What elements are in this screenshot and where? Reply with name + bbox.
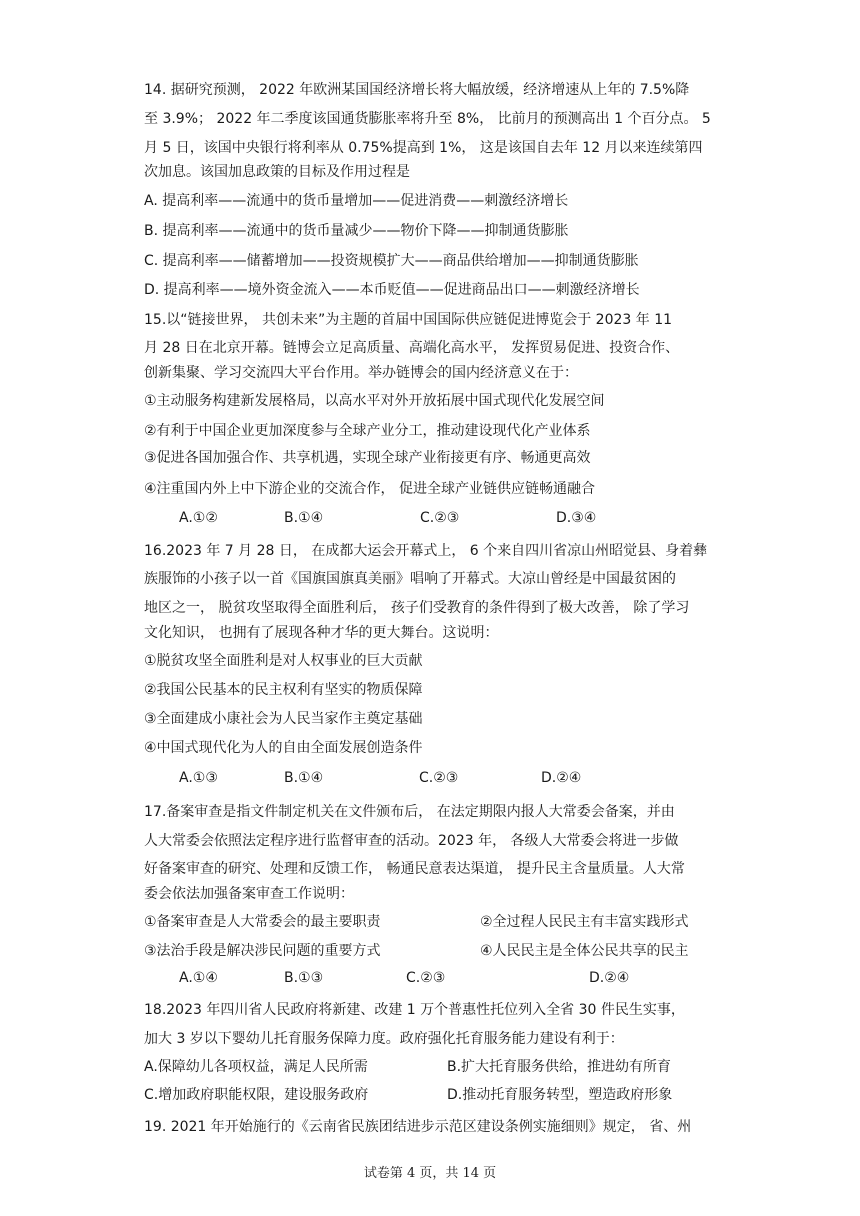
q14-option-b: B. 提高利率——流通中的货币量减少——物价下降——抑制通货膨胀 — [144, 223, 569, 239]
q17-option-c: C.②③ — [406, 970, 446, 986]
q16-stem-line-1: 16.2023 年 7 月 28 日， 在成都大运会开幕式上， 6 个来自四川省凉山州昭觉县、身着彝 — [144, 543, 708, 559]
q16-stem-line-4: 文化知识， 也拥有了展现各种才华的更大舞台。这说明： — [144, 625, 499, 641]
q17-stem-line-3: 好备案审查的研究、处理和反馈工作， 畅通民意表达渠道， 提升民主含量质量。人大常 — [144, 861, 685, 877]
q16-statement-1: ①脱贫攻坚全面胜利是对人权事业的巨大贡献 — [144, 653, 423, 669]
q18-stem-line-2: 加大 3 岁以下婴幼儿托育服务保障力度。政府强化托育服务能力建设有利于： — [144, 1031, 624, 1047]
q18-option-b: B.扩大托育服务供给，推进幼有所育 — [447, 1059, 672, 1075]
q16-option-d: D.②④ — [541, 770, 582, 786]
q14-stem-line-3: 月 5 日，该国中央银行将利率从 0.75%提高到 1%， 这是该国自去年 12 月以来连续第四 — [144, 140, 703, 156]
q15-statement-4: ④注重国内外上中下游企业的交流合作， 促进全球产业链供应链畅通融合 — [144, 481, 595, 497]
q14-option-c: C. 提高利率——储蓄增加——投资规模扩大——商品供给增加——抑制通货膨胀 — [144, 253, 639, 269]
q16-option-c: C.②③ — [419, 770, 459, 786]
q16-option-a: A.①③ — [179, 770, 218, 786]
q15-stem-line-3: 创新集聚、学习交流四大平台作用。举办链博会的国内经济意义在于： — [144, 365, 578, 381]
q17-stem-line-4: 委会依法加强备案审查工作说明： — [144, 886, 354, 902]
q17-statement-3: ③法治手段是解决涉民问题的重要方式 — [144, 943, 381, 959]
q15-statement-1: ①主动服务构建新发展格局，以高水平对外开放拓展中国式现代化发展空间 — [144, 393, 605, 409]
q15-option-c: C.②③ — [420, 510, 460, 526]
q18-option-c: C.增加政府职能权限，建设服务政府 — [144, 1087, 369, 1103]
q16-statement-2: ②我国公民基本的民主权利有坚实的物质保障 — [144, 682, 423, 698]
q18-option-a: A.保障幼儿各项权益，满足人民所需 — [144, 1059, 368, 1075]
q16-statement-4: ④中国式现代化为人的自由全面发展创造条件 — [144, 740, 423, 756]
q17-option-a: A.①④ — [179, 970, 218, 986]
q19-stem-line-1: 19. 2021 年开始施行的《云南省民族团结进步示范区建设条例实施细则》规定， 省、州 — [144, 1119, 692, 1135]
q14-stem-line-1: 14. 据研究预测， 2022 年欧洲某国国经济增长将大幅放缓，经济增速从上年的 7.5%降 — [144, 82, 690, 98]
q15-statement-2: ②有利于中国企业更加深度参与全球产业分工，推动建设现代化产业体系 — [144, 423, 591, 439]
q16-option-b: B.①④ — [284, 770, 324, 786]
q14-option-a: A. 提高利率——流通中的货币量增加——促进消费——刺激经济增长 — [144, 193, 569, 209]
q15-option-b: B.①④ — [284, 510, 324, 526]
q15-option-a: A.①② — [179, 510, 218, 526]
q15-stem-line-2: 月 28 日在北京开幕。链博会立足高质量、高端化高水平， 发挥贸易促进、投资合作、 — [144, 340, 680, 356]
q17-statement-1: ①备案审查是人大常委会的最主要职责 — [144, 914, 381, 930]
q14-stem-line-4: 次加息。该国加息政策的目标及作用过程是 — [144, 164, 410, 180]
q14-stem-line-2: 至 3.9%； 2022 年二季度该国通货膨胀率将升至 8%， 比前月的预测高出 1 个百分点。 5 — [144, 111, 711, 127]
q16-stem-line-2: 族服饰的小孩子以一首《国旗国旗真美丽》唱响了开幕式。大凉山曾经是中国最贫困的 — [144, 571, 676, 587]
q18-option-d: D.推动托育服务转型，塑造政府形象 — [447, 1087, 673, 1103]
q17-statement-2: ②全过程人民民主有丰富实践形式 — [480, 914, 689, 930]
q17-statement-4: ④人民民主是全体公民共享的民主 — [480, 943, 689, 959]
q15-option-d: D.③④ — [556, 510, 597, 526]
q16-stem-line-3: 地区之一， 脱贫攻坚取得全面胜利后， 孩子们受教育的条件得到了极大改善， 除了学习 — [144, 600, 690, 616]
q14-option-d: D. 提高利率——境外资金流入——本币贬值——促进商品出口——刺激经济增长 — [144, 282, 640, 298]
q17-option-d: D.②④ — [589, 970, 630, 986]
page-footer: 试卷第 4 页，共 14 页 — [363, 1166, 497, 1181]
q17-stem-line-2: 人大常委会依照法定程序进行监督审查的活动。2023 年， 各级人大常委会将进一步做 — [144, 833, 679, 849]
q16-statement-3: ③全面建成小康社会为人民当家作主奠定基础 — [144, 711, 423, 727]
q17-stem-line-1: 17.备案审查是指文件制定机关在文件颁布后， 在法定期限内报人大常委会备案，并由 — [144, 804, 675, 820]
q15-statement-3: ③促进各国加强合作、共享机遇，实现全球产业衔接更有序、畅通更高效 — [144, 450, 591, 466]
q18-stem-line-1: 18.2023 年四川省人民政府将新建、改建 1 万个普惠性托位列入全省 30 件民生实事， — [144, 1002, 685, 1018]
q15-stem-line-1: 15.以“链接世界， 共创未来”为主题的首届中国国际供应链促进博览会于 2023 年 11 — [144, 312, 673, 328]
q17-option-b: B.①③ — [284, 970, 324, 986]
